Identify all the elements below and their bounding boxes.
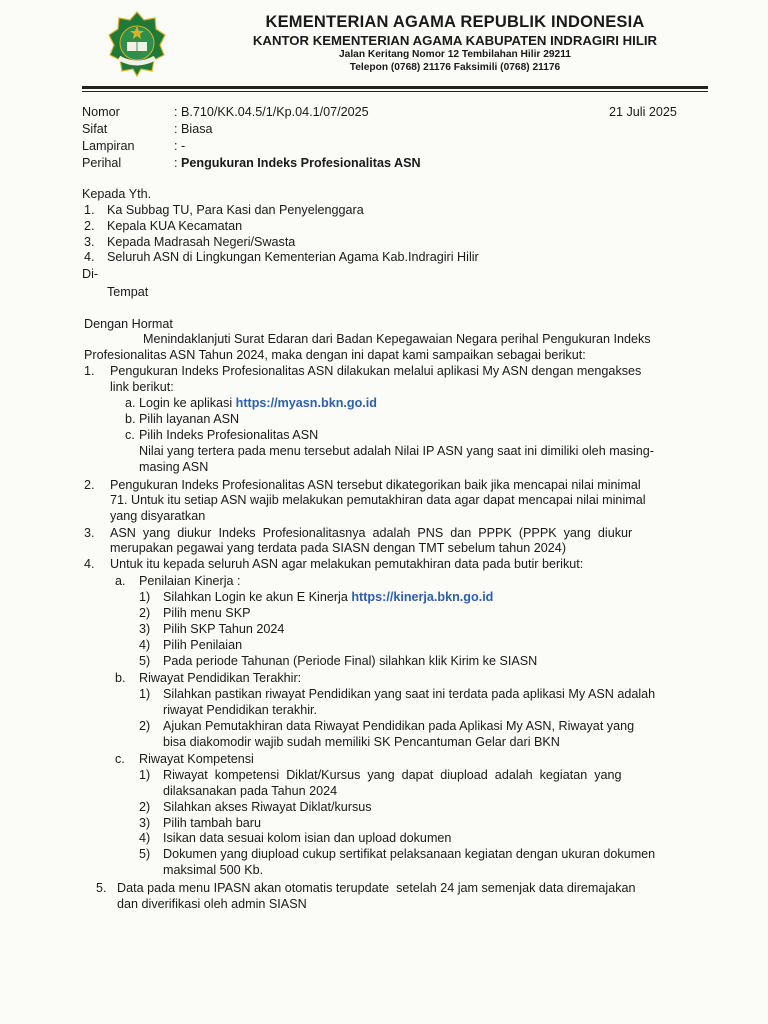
point-text: yang disyaratkan xyxy=(110,509,206,523)
recipient-number: 3. xyxy=(84,235,95,249)
step-text: maksimal 500 Kb. xyxy=(163,863,264,877)
subpoint-text: Nilai yang tertera pada menu tersebut adalah Nilai IP ASN yang saat ini dimiliki oleh masing- xyxy=(139,444,654,458)
step-text: Ajukan Pemutakhiran data Riwayat Pendidikan pada Aplikasi My ASN, Riwayat yang xyxy=(163,719,635,733)
step-number: 2) xyxy=(139,800,151,814)
point-text: Pengukuran Indeks Profesionalitas ASN tersebut dikategorikan baik jika mencapai nilai minimal xyxy=(110,478,641,492)
step-text: Silahkan pastikan riwayat Pendidikan yang saat ini terdata pada aplikasi My ASN adalah xyxy=(163,687,656,701)
recipient-number: 2. xyxy=(84,219,95,233)
point-number: 2. xyxy=(84,478,95,492)
step-text: dilaksanakan pada Tahun 2024 xyxy=(163,784,338,798)
step-number: 1) xyxy=(139,590,151,604)
tempat-label: Tempat xyxy=(107,285,149,299)
subpoint-letter: c. xyxy=(125,428,135,442)
step-number: 2) xyxy=(139,606,151,620)
step-number: 3) xyxy=(139,816,151,830)
perihal-label: Perihal xyxy=(82,156,122,170)
step-number: 4) xyxy=(139,638,151,652)
myasn-link[interactable]: https://myasn.bkn.go.id xyxy=(235,396,377,410)
step-text: Pada periode Tahunan (Periode Final) silahkan klik Kirim ke SIASN xyxy=(163,654,538,668)
step-text: riwayat Pendidikan terakhir. xyxy=(163,703,318,717)
sifat-label: Sifat xyxy=(82,122,108,136)
point-text: 71. Untuk itu setiap ASN wajib melakukan pemutakhiran data agar dapat mencapai nilai minimal xyxy=(110,493,646,507)
subpoint-text: Pilih Indeks Profesionalitas ASN xyxy=(139,428,319,442)
letter-date: 21 Juli 2025 xyxy=(609,105,677,119)
lampiran-value: : - xyxy=(174,139,186,153)
step-text: Pilih SKP Tahun 2024 xyxy=(163,622,285,636)
perihal-value: Pengukuran Indeks Profesionalitas ASN xyxy=(181,156,421,170)
letterhead-office: KANTOR KEMENTERIAN AGAMA KABUPATEN INDRAGIRI HILIR xyxy=(252,33,658,48)
point-number: 5. xyxy=(96,881,107,895)
step-text: Isikan data sesuai kolom isian dan upload dokumen xyxy=(163,831,452,845)
subpoint-text: Riwayat Pendidikan Terakhir: xyxy=(139,671,302,685)
letterhead-rule-thin xyxy=(82,91,708,92)
subpoint-letter: a. xyxy=(125,396,136,410)
letter-meta xyxy=(82,104,421,172)
point-number: 3. xyxy=(84,526,95,540)
letterhead xyxy=(200,12,710,74)
subpoint-text: Riwayat Kompetensi xyxy=(139,752,254,766)
perihal-colon: : xyxy=(174,156,181,170)
subpoint-letter: b. xyxy=(115,671,126,685)
nomor-label: Nomor xyxy=(82,105,120,119)
step-text: Dokumen yang diupload cukup sertifikat pelaksanaan kegiatan dengan ukuran dokumen xyxy=(163,847,656,861)
sifat-value: : Biasa xyxy=(174,122,213,136)
point-text: ASN yang diukur Indeks Profesionalitasnya adalah PNS dan PPPK (PPPK yang diukur xyxy=(110,526,633,540)
subpoint-text: masing ASN xyxy=(139,460,209,474)
point-text: link berikut: xyxy=(110,380,174,394)
letterhead-address: Jalan Keritang Nomor 12 Tembilahan Hilir 29211 xyxy=(339,49,571,60)
letterhead-phone: Telepon (0768) 21176 Faksimili (0768) 21176 xyxy=(349,61,561,73)
subpoint-text: Penilaian Kinerja : xyxy=(139,574,241,588)
step-text: bisa diakomodir wajib sudah memiliki SK Pencantuman Gelar dari BKN xyxy=(163,735,560,749)
recipient-item: Ka Subbag TU, Para Kasi dan Penyelenggara xyxy=(107,203,364,217)
step-label: Silahkan Login ke akun E Kinerja xyxy=(163,590,352,604)
step-number: 2) xyxy=(139,719,151,733)
point-text: dan diverifikasi oleh admin SIASN xyxy=(117,897,307,911)
intro-line: Menindaklanjuti Surat Edaran dari Badan Kepegawaian Negara perihal Pengukuran Indeks xyxy=(143,332,651,346)
nomor-value: : B.710/KK.04.5/1/Kp.04.1/07/2025 xyxy=(174,105,369,119)
step-text: Pilih Penilaian xyxy=(163,638,243,652)
step-number: 1) xyxy=(139,768,151,782)
subpoint-letter: b. xyxy=(125,412,136,426)
step-text: Riwayat kompetensi Diklat/Kursus yang dapat diupload adalah kegiatan yang xyxy=(163,768,622,782)
step-text xyxy=(163,589,493,605)
kemenag-logo-icon xyxy=(106,10,168,78)
step-number: 3) xyxy=(139,622,151,636)
step-number: 4) xyxy=(139,831,151,845)
step-text: Silahkan akses Riwayat Diklat/kursus xyxy=(163,800,372,814)
point-text: Data pada menu IPASN akan otomatis terupdate setelah 24 jam semenjak data diremajakan xyxy=(117,881,636,895)
point-number: 4. xyxy=(84,557,95,571)
recipient-number: 1. xyxy=(84,203,95,217)
step-text: Pilih tambah baru xyxy=(163,816,262,830)
di-label: Di- xyxy=(82,267,99,281)
step-number: 1) xyxy=(139,687,151,701)
kepada-yth: Kepada Yth. xyxy=(82,187,152,201)
greeting: Dengan Hormat xyxy=(84,317,173,331)
recipient-number: 4. xyxy=(84,250,95,264)
point-text: Untuk itu kepada seluruh ASN agar melakukan pemutakhiran data pada butir berikut: xyxy=(110,557,584,571)
subpoint-text xyxy=(139,395,377,411)
subpoint-letter: a. xyxy=(115,574,126,588)
ekinerja-link[interactable]: https://kinerja.bkn.go.id xyxy=(351,590,494,604)
letterhead-ministry: KEMENTERIAN AGAMA REPUBLIK INDONESIA xyxy=(265,13,645,31)
recipient-item: Kepala KUA Kecamatan xyxy=(107,219,243,233)
subpoint-label: Login ke aplikasi xyxy=(139,396,236,410)
recipient-item: Kepada Madrasah Negeri/Swasta xyxy=(107,235,296,249)
intro-line: Profesionalitas ASN Tahun 2024, maka dengan ini dapat kami sampaikan sebagai berikut: xyxy=(84,348,586,362)
step-number: 5) xyxy=(139,847,151,861)
step-text: Pilih menu SKP xyxy=(163,606,251,620)
subpoint-letter: c. xyxy=(115,752,125,766)
letterhead-rule-thick xyxy=(82,86,708,89)
point-number: 1. xyxy=(84,364,95,378)
point-text: merupakan pegawai yang terdata pada SIASN dengan TMT sebelum tahun 2024) xyxy=(110,541,567,555)
subpoint-text: Pilih layanan ASN xyxy=(139,412,240,426)
recipient-item: Seluruh ASN di Lingkungan Kementerian Agama Kab.Indragiri Hilir xyxy=(107,250,479,264)
lampiran-label: Lampiran xyxy=(82,139,135,153)
step-number: 5) xyxy=(139,654,151,668)
point-text: Pengukuran Indeks Profesionalitas ASN dilakukan melalui aplikasi My ASN dengan mengakses xyxy=(110,364,642,378)
